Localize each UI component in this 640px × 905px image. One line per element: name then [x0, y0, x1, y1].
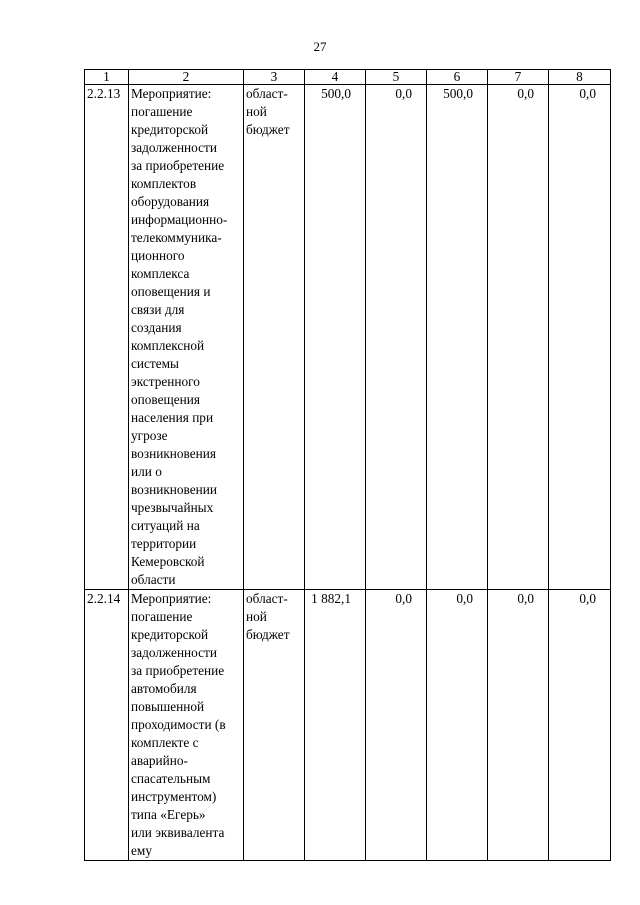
description-line: инструментом) — [131, 789, 217, 804]
funding-source-line: ной — [246, 104, 267, 119]
amount-cell: 500,0 — [305, 85, 366, 590]
description-line: за приобретение — [131, 663, 225, 678]
description-line: аварийно- — [131, 753, 188, 768]
description-line: комплекте с — [131, 735, 199, 750]
column-header: 3 — [244, 70, 305, 85]
description-line: оповещения — [131, 392, 201, 407]
description-line: Мероприятие: — [131, 591, 212, 606]
item-code: 2.2.14 — [85, 590, 129, 861]
description-line: погашение — [131, 609, 193, 624]
column-header: 6 — [427, 70, 488, 85]
amount-cell: 0,0 — [427, 590, 488, 861]
table-row — [85, 85, 611, 590]
description-line: типа «Егерь» — [131, 807, 206, 822]
description-line: экстренного — [131, 374, 200, 389]
column-header: 8 — [549, 70, 611, 85]
amount-cell: 0,0 — [549, 590, 611, 861]
column-header: 4 — [305, 70, 366, 85]
description-line: задолженности — [131, 645, 217, 660]
description-line: за приобретение — [131, 158, 225, 173]
description-line: создания — [131, 320, 182, 335]
funding-source-line: ной — [246, 609, 267, 624]
amount-cell: 1 882,1 — [305, 590, 366, 861]
description-line: телекоммуника- — [131, 230, 222, 245]
description-line: возникновения — [131, 446, 216, 461]
description-line: повышенной — [131, 699, 205, 714]
description-line: ему — [131, 843, 152, 858]
funding-source — [244, 85, 305, 590]
description-line: ситуаций на — [131, 518, 200, 533]
description-line: спасательным — [131, 771, 211, 786]
page-number: 27 — [313, 39, 327, 54]
item-description — [129, 85, 244, 590]
description-line: территории — [131, 536, 197, 551]
funding-source — [244, 590, 305, 861]
description-line: комплектов — [131, 176, 197, 191]
amount-cell: 500,0 — [427, 85, 488, 590]
item-description — [129, 590, 244, 861]
description-line: угрозе — [131, 428, 168, 443]
description-line: кредиторской — [131, 122, 209, 137]
amount-cell: 0,0 — [549, 85, 611, 590]
description-line: информационно- — [131, 212, 228, 227]
budget-table — [84, 69, 611, 861]
description-line: оповещения и — [131, 284, 211, 299]
amount-cell: 0,0 — [366, 85, 427, 590]
column-header: 5 — [366, 70, 427, 85]
column-header: 7 — [488, 70, 549, 85]
description-line: оборудования — [131, 194, 210, 209]
funding-source-line: бюджет — [246, 627, 290, 642]
column-number-row — [85, 70, 611, 85]
table-row — [85, 590, 611, 861]
amount-cell: 0,0 — [488, 85, 549, 590]
description-line: возникновении — [131, 482, 217, 497]
description-line: ционного — [131, 248, 185, 263]
description-line: или о — [131, 464, 162, 479]
description-line: погашение — [131, 104, 193, 119]
description-line: комплексной — [131, 338, 205, 353]
description-line: автомобиля — [131, 681, 197, 696]
column-header: 2 — [129, 70, 244, 85]
description-line: связи для — [131, 302, 185, 317]
description-line: чрезвычайных — [131, 500, 214, 515]
description-line: проходимости (в — [131, 717, 226, 732]
description-line: или эквивалента — [131, 825, 225, 840]
description-line: населения при — [131, 410, 214, 425]
description-line: кредиторской — [131, 627, 209, 642]
funding-source-line: област- — [246, 86, 288, 101]
amount-cell: 0,0 — [488, 590, 549, 861]
description-line: системы — [131, 356, 179, 371]
funding-source-line: област- — [246, 591, 288, 606]
description-line: задолженности — [131, 140, 217, 155]
amount-cell: 0,0 — [366, 590, 427, 861]
description-line: области — [131, 572, 176, 587]
item-code: 2.2.13 — [85, 85, 129, 590]
column-header: 1 — [85, 70, 129, 85]
funding-source-line: бюджет — [246, 122, 290, 137]
description-line: Кемеровской — [131, 554, 205, 569]
description-line: Мероприятие: — [131, 86, 212, 101]
description-line: комплекса — [131, 266, 190, 281]
